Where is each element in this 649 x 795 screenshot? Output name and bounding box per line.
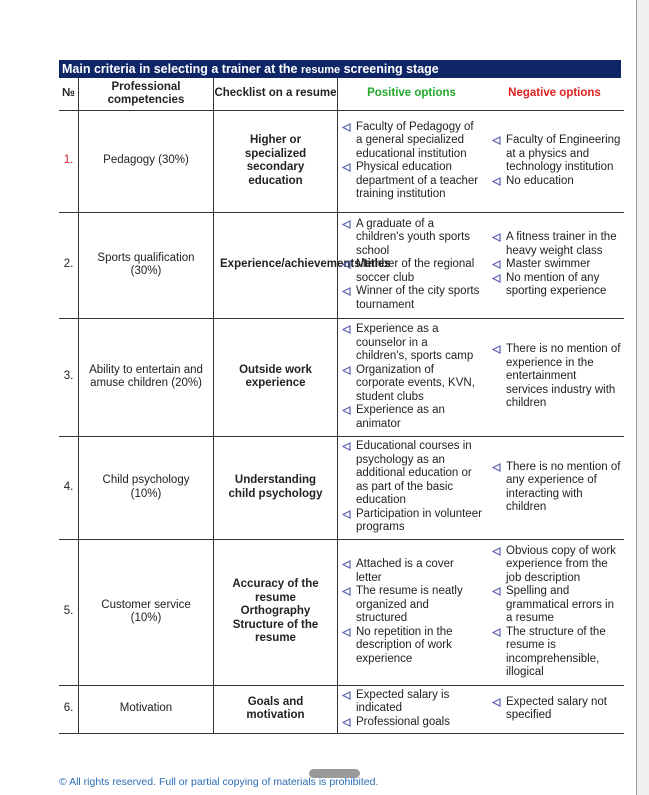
checklist-cell: Accuracy of the resume Orthography Structure of the resume: [214, 539, 338, 685]
negative-option-text: There is no mention of any experience of interacting with children: [506, 460, 621, 513]
title-text-small: resume: [300, 64, 341, 76]
positive-option-text: Attached is a cover letter: [356, 558, 454, 584]
positive-option: [339, 258, 482, 285]
positive-options-cell: [338, 110, 486, 212]
checklist-cell: Outside work experience: [214, 318, 338, 436]
left-triangle-icon: [492, 345, 501, 354]
table-row: [59, 318, 624, 436]
table-body: [59, 110, 624, 733]
positive-options-list: [339, 558, 482, 666]
left-triangle-icon: [342, 325, 351, 334]
positive-options-cell: [338, 318, 486, 436]
left-triangle-icon: [342, 260, 351, 269]
competency-cell: Child psychology (10%): [79, 436, 214, 539]
positive-options-list: [339, 218, 482, 313]
positive-options-cell: [338, 436, 486, 539]
positive-option-text: Educational courses in psychology as an additional education or as part of the basic education: [356, 440, 472, 507]
left-triangle-icon: [342, 163, 351, 172]
negative-option: [489, 696, 621, 723]
row-number: 2.: [59, 212, 79, 318]
checklist-cell: Higher or specialized secondary education: [214, 110, 338, 212]
competency-cell: Sports qualification (30%): [79, 212, 214, 318]
left-triangle-icon: [342, 691, 351, 700]
left-triangle-icon: [342, 718, 351, 727]
negative-option-text: There is no mention of experience in the entertainment services industry with children: [506, 343, 621, 410]
left-triangle-icon: [342, 406, 351, 415]
negative-options-list: [489, 696, 621, 723]
table-row: [59, 685, 624, 733]
positive-option-text: The resume is neatly organized and structured: [356, 585, 463, 624]
positive-option: [339, 161, 482, 202]
negative-option-text: No mention of any sporting experience: [506, 271, 607, 298]
positive-option-text: Faculty of Pedagogy of a general specialized educational institution: [356, 120, 474, 160]
negative-option: [489, 545, 621, 586]
negative-option: [489, 343, 621, 411]
positive-options-cell: [338, 212, 486, 318]
left-triangle-icon: [492, 547, 501, 556]
positive-options-list: [339, 440, 482, 535]
positive-option: [339, 323, 482, 364]
title-text: Main criteria in selecting a trainer at the: [62, 62, 301, 76]
positive-option-text: Winner of the city sports tournament: [356, 285, 480, 311]
negative-option: [489, 231, 621, 258]
positive-option: [339, 364, 482, 405]
copyright-footer: © All rights reserved. Full or partial copying of materials is prohibited.: [59, 776, 379, 788]
left-triangle-icon: [492, 177, 501, 186]
positive-option-text: No repetition in the description of work experience: [356, 625, 453, 665]
criteria-table: [59, 78, 624, 734]
header-negative: Negative options: [485, 78, 624, 110]
table-row: [59, 539, 624, 685]
negative-option: [489, 461, 621, 515]
positive-option: [339, 585, 482, 626]
header-number: №: [59, 78, 79, 110]
header-positive: Positive options: [338, 78, 486, 110]
negative-option: [489, 134, 621, 175]
competency-cell: Customer service (10%): [79, 539, 214, 685]
positive-option: [339, 121, 482, 162]
positive-options-cell: [338, 685, 486, 733]
negative-options-cell: [485, 685, 624, 733]
positive-option-text: Member of the regional soccer club: [356, 258, 475, 284]
row-number: 1.: [59, 110, 79, 212]
title-text-end: screening stage: [340, 62, 439, 76]
positive-option-text: Organization of corporate events, KVN, student clubs: [356, 363, 475, 403]
left-triangle-icon: [492, 233, 501, 242]
positive-option: [339, 218, 482, 259]
competency-cell: Pedagogy (30%): [79, 110, 214, 212]
criteria-document: [59, 60, 621, 734]
negative-option-text: Faculty of Engineering at a physics and technology institution: [506, 134, 621, 173]
left-triangle-icon: [492, 463, 501, 472]
positive-option-text: Experience as a counselor in a children's, sports camp: [356, 323, 474, 362]
negative-options-list: [489, 343, 621, 411]
positive-option: [339, 285, 482, 312]
negative-option: [489, 175, 621, 189]
negative-option-text: Obvious copy of work experience from the job description: [506, 544, 616, 584]
left-triangle-icon: [342, 560, 351, 569]
positive-options-list: [339, 323, 482, 431]
checklist-cell: Understanding child psychology: [214, 436, 338, 539]
positive-option-text: Expected salary is indicated: [356, 688, 450, 715]
negative-options-list: [489, 134, 621, 188]
left-triangle-icon: [342, 628, 351, 637]
page-margin: [637, 0, 649, 795]
positive-options-cell: [338, 539, 486, 685]
positive-options-list: [339, 689, 482, 730]
row-number: 3.: [59, 318, 79, 436]
left-triangle-icon: [492, 698, 501, 707]
table-row: [59, 436, 624, 539]
left-triangle-icon: [492, 136, 501, 145]
left-triangle-icon: [342, 366, 351, 375]
negative-option-text: Expected salary not specified: [506, 695, 608, 721]
positive-option-text: A graduate of a children's youth sports school: [356, 217, 471, 257]
left-triangle-icon: [492, 260, 501, 269]
negative-options-cell: [485, 539, 624, 685]
negative-option: [489, 272, 621, 299]
positive-option: [339, 404, 482, 431]
negative-options-cell: [485, 110, 624, 212]
header-row: [59, 78, 624, 110]
header-checklist: Checklist on a resume: [214, 78, 338, 110]
negative-option: [489, 258, 621, 272]
left-triangle-icon: [342, 287, 351, 296]
positive-option-text: Physical education department of a teacher training institution: [356, 161, 479, 200]
positive-option-text: Participation in volunteer programs: [356, 507, 482, 534]
left-triangle-icon: [342, 123, 351, 132]
left-triangle-icon: [492, 274, 501, 283]
left-triangle-icon: [342, 220, 351, 229]
negative-option: [489, 585, 621, 626]
checklist-cell: Experience/achievements/titles: [214, 212, 338, 318]
negative-options-cell: [485, 318, 624, 436]
row-number: 5.: [59, 539, 79, 685]
table-title: [59, 60, 621, 78]
negative-options-list: [489, 545, 621, 680]
negative-options-list: [489, 461, 621, 515]
negative-option: [489, 626, 621, 680]
negative-options-cell: [485, 436, 624, 539]
positive-options-list: [339, 121, 482, 202]
left-triangle-icon: [342, 587, 351, 596]
negative-option-text: The structure of the resume is incomprehensible, illogical: [506, 625, 606, 678]
positive-option-text: Experience as an animator: [356, 404, 445, 430]
competency-cell: Ability to entertain and amuse children (20%): [79, 318, 214, 436]
negative-option-text: Spelling and grammatical errors in a resume: [506, 585, 614, 624]
positive-option: [339, 440, 482, 508]
table-row: [59, 212, 624, 318]
negative-options-list: [489, 231, 621, 299]
left-triangle-icon: [492, 628, 501, 637]
competency-cell: Motivation: [79, 685, 214, 733]
negative-option-text: Master swimmer: [506, 258, 591, 271]
left-triangle-icon: [342, 510, 351, 519]
left-triangle-icon: [492, 587, 501, 596]
table-row: [59, 110, 624, 212]
row-number: 6.: [59, 685, 79, 733]
checklist-cell: Goals and motivation: [214, 685, 338, 733]
negative-option-text: No education: [506, 174, 574, 187]
row-number: 4.: [59, 436, 79, 539]
positive-option: [339, 508, 482, 535]
positive-option: [339, 626, 482, 667]
positive-option-text: Professional goals: [356, 715, 450, 728]
positive-option: [339, 558, 482, 585]
positive-option: [339, 716, 482, 730]
header-competencies: Professional competencies: [79, 78, 214, 110]
left-triangle-icon: [342, 442, 351, 451]
negative-option-text: A fitness trainer in the heavy weight class: [506, 231, 617, 257]
positive-option: [339, 689, 482, 716]
negative-options-cell: [485, 212, 624, 318]
